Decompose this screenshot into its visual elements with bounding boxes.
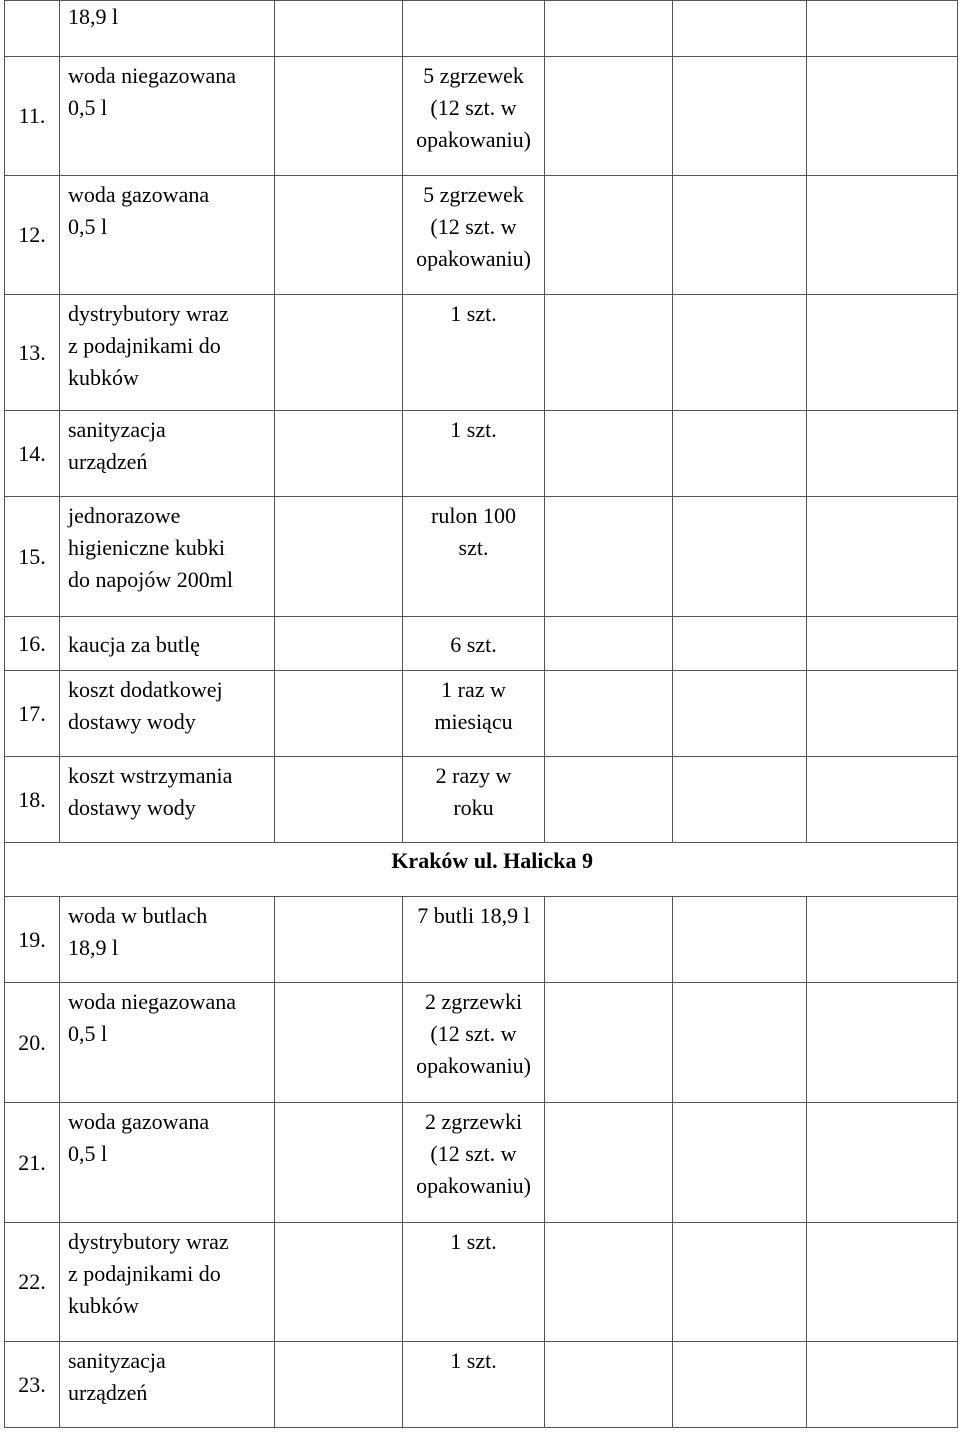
row-number: 14. <box>18 440 46 466</box>
product-name-line: dystrybutory wraz <box>68 1229 229 1254</box>
empty-cell <box>807 411 958 497</box>
row-number: 12. <box>18 222 46 247</box>
quantity-line: (12 szt. w <box>430 1021 517 1046</box>
empty-cell <box>673 176 807 295</box>
table-row <box>5 983 958 1103</box>
section-row <box>5 843 958 897</box>
quantity-cell <box>403 497 545 617</box>
product-name-line: do napojów 200ml <box>68 567 233 592</box>
empty-cell <box>275 897 403 983</box>
row-number-cell <box>5 176 60 295</box>
product-name-cell <box>60 176 275 295</box>
row-number-cell <box>5 617 60 671</box>
row-number-cell <box>5 983 60 1103</box>
product-name-line: woda niegazowana <box>68 989 236 1014</box>
product-name-cell <box>60 617 275 671</box>
empty-cell <box>807 1103 958 1223</box>
table-row <box>5 295 958 411</box>
quantity-line: 2 zgrzewki <box>424 1109 523 1134</box>
empty-cell <box>275 617 403 671</box>
product-name-cell <box>60 411 275 497</box>
empty-cell <box>275 1103 403 1223</box>
quantity-line: rulon 100 <box>431 503 516 528</box>
row-number-cell <box>5 1103 60 1223</box>
row-number-cell <box>5 1342 60 1428</box>
table-row <box>5 176 958 295</box>
empty-cell <box>807 671 958 757</box>
empty-cell <box>673 617 807 671</box>
section-title: Kraków ul. Halicka 9 <box>391 848 593 873</box>
empty-cell <box>673 295 807 411</box>
quantity-line: 7 butli 18,9 l <box>417 903 530 928</box>
product-name-cell <box>60 897 275 983</box>
empty-cell <box>545 1342 673 1428</box>
empty-cell <box>545 671 673 757</box>
quantity-line: 2 zgrzewki <box>424 989 523 1014</box>
row-number: 20. <box>18 1029 46 1055</box>
quantity-line: 2 razy w <box>435 763 512 788</box>
quantity-line: 5 zgrzewek <box>423 63 524 88</box>
empty-cell <box>545 617 673 671</box>
product-name-line: 18,9 l <box>68 4 119 29</box>
empty-cell <box>673 1342 807 1428</box>
quantity-line: szt. <box>458 535 489 560</box>
product-name-cell <box>60 671 275 757</box>
empty-cell <box>545 411 673 497</box>
empty-cell <box>545 57 673 176</box>
row-number: 18. <box>18 786 46 812</box>
product-name-line: kaucja za butlę <box>68 632 200 657</box>
quantity-line: opakowaniu) <box>416 246 531 271</box>
product-name-cell <box>60 757 275 843</box>
empty-cell <box>673 411 807 497</box>
empty-cell <box>807 497 958 617</box>
empty-cell <box>807 176 958 295</box>
empty-cell <box>545 983 673 1103</box>
empty-cell <box>807 295 958 411</box>
empty-cell <box>673 671 807 757</box>
product-name-line: koszt wstrzymania <box>68 763 233 788</box>
empty-cell <box>275 176 403 295</box>
product-name-line: dostawy wody <box>68 795 196 820</box>
quantity-cell <box>403 1 545 57</box>
empty-cell <box>545 1103 673 1223</box>
water-supply-table <box>4 0 958 1428</box>
empty-cell <box>673 983 807 1103</box>
product-name-line: sanityzacja <box>68 417 166 442</box>
empty-cell <box>673 1103 807 1223</box>
row-number: 16. <box>18 630 46 656</box>
quantity-cell <box>403 1342 545 1428</box>
table-row-continued <box>5 1 958 57</box>
product-name-line: urządzeń <box>68 1380 148 1405</box>
empty-cell <box>807 983 958 1103</box>
quantity-line: 1 raz w <box>441 677 506 702</box>
table-row <box>5 57 958 176</box>
table-row <box>5 497 958 617</box>
quantity-line: 1 szt. <box>450 301 497 326</box>
empty-cell <box>673 1 807 57</box>
empty-cell <box>275 57 403 176</box>
quantity-cell <box>403 617 545 671</box>
product-name-line: woda gazowana <box>68 182 210 207</box>
empty-cell <box>673 1223 807 1342</box>
quantity-cell <box>403 57 545 176</box>
row-number: 11. <box>18 103 46 128</box>
product-name-cell <box>60 57 275 176</box>
product-name-line: woda niegazowana <box>68 63 236 88</box>
row-number-cell <box>5 897 60 983</box>
row-number-cell <box>5 757 60 843</box>
product-name-line: kubków <box>68 365 139 390</box>
quantity-line: 6 szt. <box>450 632 497 657</box>
empty-cell <box>275 1 403 57</box>
product-name-line: koszt dodatkowej <box>68 677 223 702</box>
empty-cell <box>807 57 958 176</box>
quantity-line: 1 szt. <box>450 417 497 442</box>
row-number-cell <box>5 411 60 497</box>
table-row <box>5 897 958 983</box>
table-row <box>5 1103 958 1223</box>
product-name-line: z podajnikami do <box>68 333 221 358</box>
row-number: 17. <box>18 700 46 726</box>
row-number: 19. <box>18 926 46 952</box>
empty-cell <box>275 497 403 617</box>
row-number: 23. <box>18 1371 46 1397</box>
empty-cell <box>545 1223 673 1342</box>
empty-cell <box>545 176 673 295</box>
product-name-cell <box>60 1342 275 1428</box>
product-name-line: 18,9 l <box>68 935 119 960</box>
quantity-cell <box>403 757 545 843</box>
product-name-line: woda w butlach <box>68 903 208 928</box>
table-body <box>5 1 958 1428</box>
quantity-line: opakowaniu) <box>416 127 531 152</box>
product-name-line: dystrybutory wraz <box>68 301 229 326</box>
empty-cell <box>807 1342 958 1428</box>
quantity-line: (12 szt. w <box>430 214 517 239</box>
product-name-cell <box>60 983 275 1103</box>
row-number: 22. <box>18 1269 46 1294</box>
empty-cell <box>545 1 673 57</box>
table-row <box>5 671 958 757</box>
empty-cell <box>673 897 807 983</box>
quantity-cell <box>403 176 545 295</box>
section-title-cell <box>5 843 958 897</box>
quantity-line: 1 szt. <box>450 1348 497 1373</box>
quantity-cell <box>403 295 545 411</box>
empty-cell <box>673 757 807 843</box>
table-row <box>5 1342 958 1428</box>
product-name-cell <box>60 1103 275 1223</box>
row-number-cell <box>5 497 60 617</box>
quantity-line: opakowaniu) <box>416 1053 531 1078</box>
quantity-line: 5 zgrzewek <box>423 182 524 207</box>
product-name-line: 0,5 l <box>68 214 108 239</box>
empty-cell <box>807 1223 958 1342</box>
product-name-line: sanityzacja <box>68 1348 166 1373</box>
table-row <box>5 1223 958 1342</box>
product-name-line: z podajnikami do <box>68 1261 221 1286</box>
quantity-cell <box>403 671 545 757</box>
quantity-line: opakowaniu) <box>416 1173 531 1198</box>
quantity-line: (12 szt. w <box>430 1141 517 1166</box>
empty-cell <box>673 497 807 617</box>
row-number-cell <box>5 1 60 57</box>
table-row <box>5 411 958 497</box>
product-name-cell <box>60 497 275 617</box>
table-row <box>5 617 958 671</box>
product-name-line: 0,5 l <box>68 1141 108 1166</box>
empty-cell <box>807 757 958 843</box>
row-number-cell <box>5 1223 60 1342</box>
quantity-line: miesiącu <box>434 709 513 734</box>
quantity-cell <box>403 897 545 983</box>
empty-cell <box>545 497 673 617</box>
quantity-line: 1 szt. <box>450 1229 497 1254</box>
row-number: 21. <box>18 1149 46 1175</box>
empty-cell <box>545 295 673 411</box>
quantity-cell <box>403 1223 545 1342</box>
empty-cell <box>275 1223 403 1342</box>
empty-cell <box>807 1 958 57</box>
product-name-line: higieniczne kubki <box>68 535 226 560</box>
empty-cell <box>545 897 673 983</box>
row-number: 15. <box>18 543 46 569</box>
empty-cell <box>807 897 958 983</box>
product-name-line: kubków <box>68 1293 139 1318</box>
quantity-line: roku <box>453 795 494 820</box>
product-name-line: dostawy wody <box>68 709 196 734</box>
empty-cell <box>275 295 403 411</box>
product-name-cell <box>60 1223 275 1342</box>
empty-cell <box>275 757 403 843</box>
row-number-cell <box>5 57 60 176</box>
table-row <box>5 757 958 843</box>
quantity-cell <box>403 983 545 1103</box>
empty-cell <box>275 411 403 497</box>
product-name-line: woda gazowana <box>68 1109 210 1134</box>
empty-cell <box>275 671 403 757</box>
product-name-cell <box>60 295 275 411</box>
quantity-cell <box>403 1103 545 1223</box>
row-number: 13. <box>18 339 46 365</box>
empty-cell <box>275 1342 403 1428</box>
product-name-line: 0,5 l <box>68 95 108 120</box>
empty-cell <box>275 983 403 1103</box>
empty-cell <box>807 617 958 671</box>
quantity-line: (12 szt. w <box>430 95 517 120</box>
empty-cell <box>545 757 673 843</box>
row-number-cell <box>5 295 60 411</box>
product-name-line: urządzeń <box>68 449 148 474</box>
product-name-cell <box>60 1 275 57</box>
product-name-line: 0,5 l <box>68 1021 108 1046</box>
empty-cell <box>673 57 807 176</box>
quantity-cell <box>403 411 545 497</box>
product-name-line: jednorazowe <box>68 503 181 528</box>
row-number-cell <box>5 671 60 757</box>
